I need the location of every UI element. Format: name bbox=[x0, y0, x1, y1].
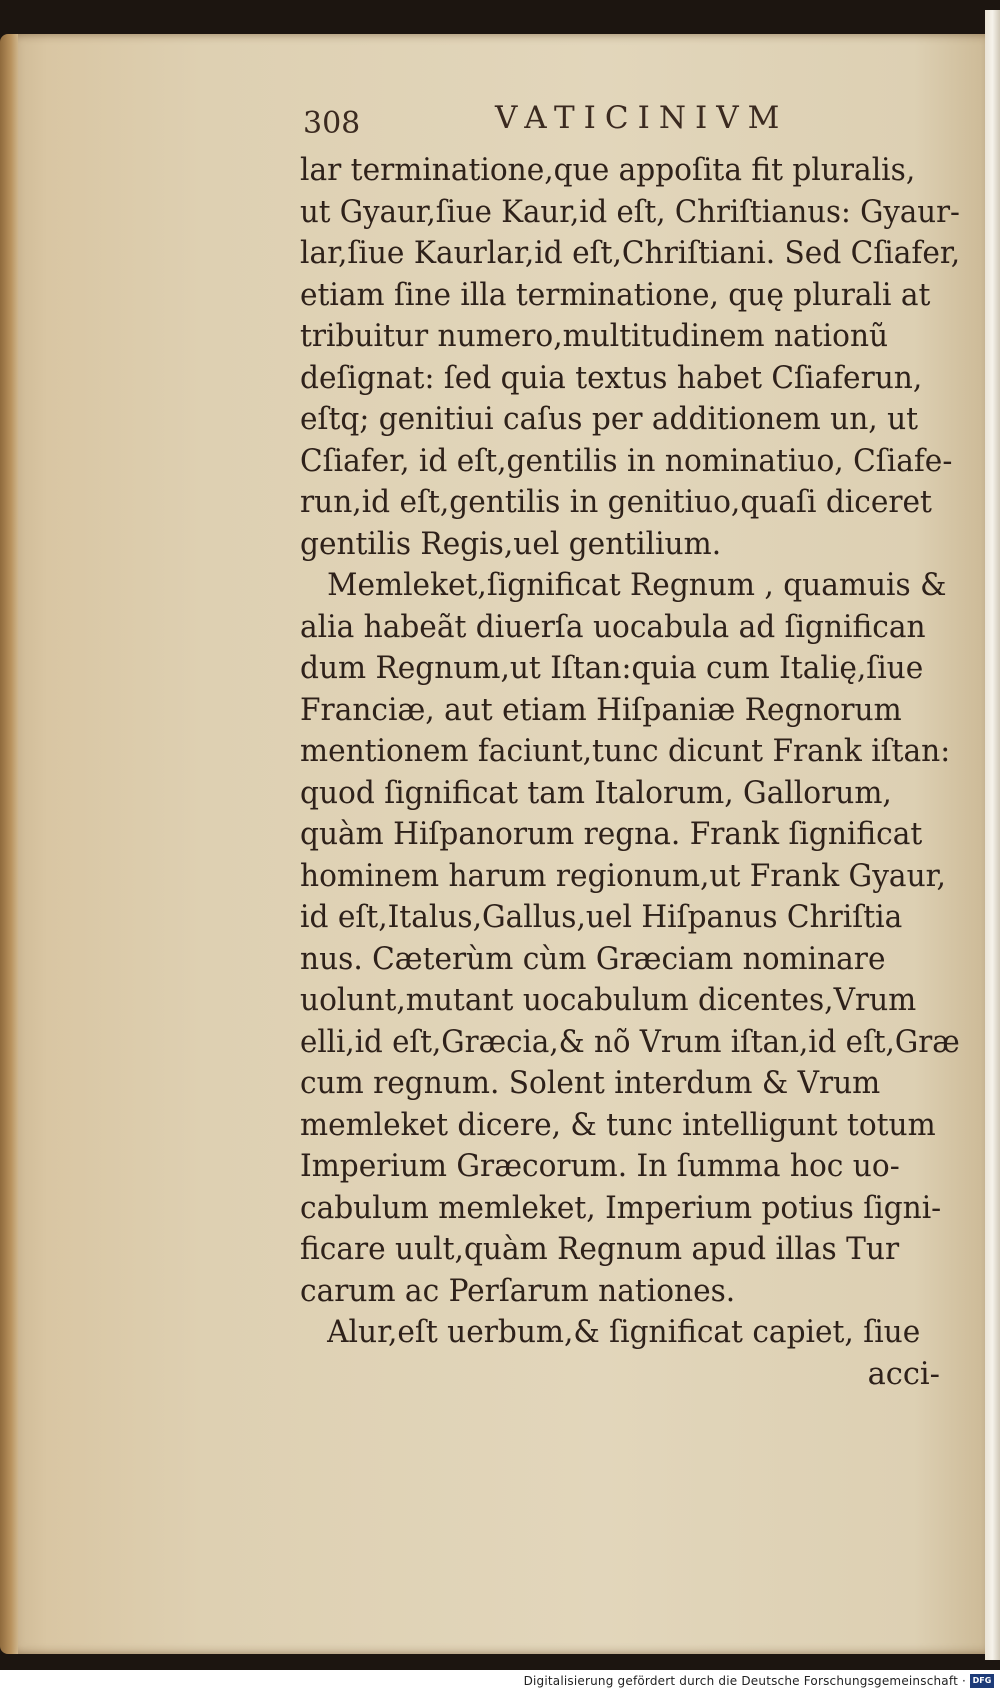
text-line: hominem harum regionum,ut Frank Gyaur, bbox=[300, 858, 946, 894]
page-header bbox=[303, 100, 923, 144]
page-gutter-edge bbox=[0, 34, 18, 1654]
funding-credit: Digitalisierung gefördert durch die Deutsche Forschungsgemeinschaft · bbox=[523, 1674, 966, 1688]
text-line: run,id eſt,gentilis in genitiuo,quaſi diceret bbox=[300, 485, 932, 520]
catchword: acci- bbox=[867, 1356, 940, 1392]
page-fore-edge bbox=[985, 10, 1000, 1660]
text-line: elli,id eſt,Græcia,& nõ Vrum iſtan,id eſt,Græ bbox=[300, 1024, 960, 1060]
text-line: alia habeãt diuerſa uocabula ad ſignifican bbox=[300, 609, 926, 645]
text-line: etiam ſine illa terminatione, quę plurali at bbox=[300, 277, 931, 313]
footer-bar bbox=[0, 1670, 1000, 1693]
text-line: Franciæ, aut etiam Hiſpaniæ Regnorum bbox=[300, 692, 902, 728]
page-number: 308 bbox=[303, 106, 361, 141]
text-line: tribuitur numero,multitudinem nationũ bbox=[300, 319, 889, 354]
text-line: id eſt,Italus,Gallus,uel Hiſpanus Chriſtia bbox=[300, 900, 903, 935]
text-line: uolunt,mutant uocabulum dicentes,Vrum bbox=[300, 983, 917, 1018]
text-line: deſignat: ſed quia textus habet Cſiaferun, bbox=[300, 360, 923, 396]
text-line: ficare uult,quàm Regnum apud illas Tur bbox=[300, 1232, 900, 1267]
body-text bbox=[300, 150, 980, 1395]
text-line: eſtq; genitiui caſus per additionem un, ut bbox=[300, 402, 919, 437]
text-line: Alur,eſt uerbum,& ſignificat capiet, ſiue bbox=[327, 1315, 921, 1350]
text-line: lar,ſiue Kaurlar,id eſt,Chriſtiani. Sed Cſiafer, bbox=[300, 236, 961, 271]
text-line: Memleket,ſignificat Regnum , quamuis & bbox=[327, 568, 947, 603]
text-line: nus. Cæterùm cùm Græciam nominare bbox=[300, 941, 886, 977]
text-line: gentilis Regis,uel gentilium. bbox=[300, 526, 722, 562]
text-line: Cſiafer, id eſt,gentilis in nominatiuo, Cſiafe- bbox=[300, 443, 953, 479]
text-line: quod ſignificat tam Italorum, Gallorum, bbox=[300, 775, 892, 811]
text-line: dum Regnum,ut Iſtan:quia cum Italię,ſiue bbox=[300, 651, 924, 686]
running-title: VATICINIVM bbox=[495, 100, 789, 136]
text-line: cabulum memleket, Imperium potius ſigni- bbox=[300, 1190, 942, 1226]
text-line: lar terminatione,que appoſita fit pluralis, bbox=[300, 153, 916, 188]
text-line: cum regnum. Solent interdum & Vrum bbox=[300, 1066, 881, 1101]
text-line: carum ac Perſarum nationes. bbox=[300, 1273, 736, 1309]
text-line: quàm Hiſpanorum regna. Frank ſignificat bbox=[300, 817, 923, 852]
text-line: mentionem faciunt,tunc dicunt Frank iſtan: bbox=[300, 734, 951, 769]
dfg-logo-icon: DFG bbox=[970, 1674, 994, 1688]
text-line: Imperium Græcorum. In ſumma hoc uo- bbox=[300, 1149, 900, 1184]
text-line: ut Gyaur,ſiue Kaur,id eſt, Chriſtianus: Gyaur- bbox=[300, 194, 960, 230]
text-line: memleket dicere, & tunc intelligunt totum bbox=[300, 1107, 936, 1143]
